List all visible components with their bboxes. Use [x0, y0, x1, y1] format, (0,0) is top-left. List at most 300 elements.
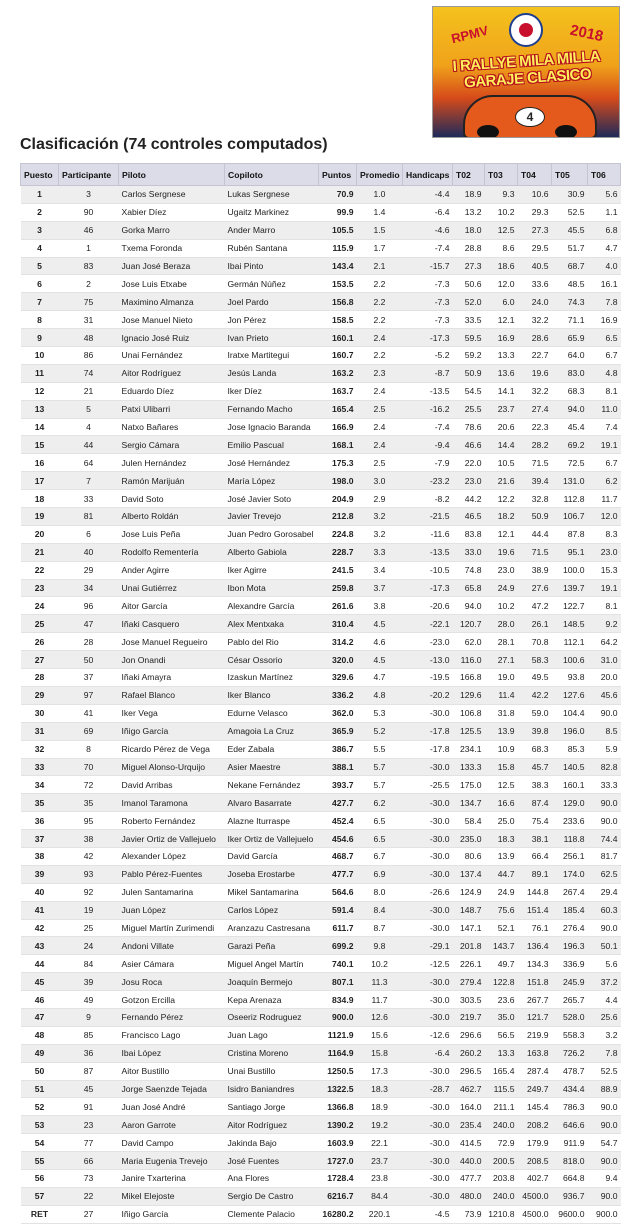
- cell-t04: 70.8: [518, 633, 552, 651]
- cell-t03: 211.1: [485, 1098, 518, 1116]
- cell-puntos: 427.7: [319, 794, 357, 812]
- cell-puesto: 4: [21, 239, 59, 257]
- cell-promedio: 15.8: [357, 1044, 403, 1062]
- cell-t05: 69.2: [552, 436, 588, 454]
- cell-t03: 9.3: [485, 186, 518, 204]
- cell-promedio: 18.3: [357, 1080, 403, 1098]
- col-header-participante[interactable]: Participante: [59, 164, 119, 186]
- cell-copiloto: Garazi Peña: [225, 937, 319, 955]
- wheel-icon: [477, 125, 499, 138]
- col-header-piloto[interactable]: Piloto: [119, 164, 225, 186]
- cell-participante: 46: [59, 221, 119, 239]
- cell-t05: 104.4: [552, 704, 588, 722]
- cell-promedio: 5.7: [357, 758, 403, 776]
- cell-handicaps: -17.8: [403, 722, 453, 740]
- cell-piloto: Mikel Elejoste: [119, 1187, 225, 1205]
- cell-participante: 34: [59, 579, 119, 597]
- cell-t02: 25.5: [453, 400, 485, 418]
- cell-handicaps: -8.2: [403, 490, 453, 508]
- cell-t05: 83.0: [552, 364, 588, 382]
- cell-copiloto: José Javier Soto: [225, 490, 319, 508]
- cell-t02: 414.5: [453, 1134, 485, 1152]
- cell-participante: 47: [59, 615, 119, 633]
- wheel-icon: [555, 125, 577, 138]
- cell-participante: 25: [59, 919, 119, 937]
- table-row: [21, 973, 621, 991]
- cell-handicaps: -23.0: [403, 633, 453, 651]
- cell-handicaps: -30.0: [403, 812, 453, 830]
- cell-handicaps: -4.5: [403, 1205, 453, 1223]
- cell-copiloto: Aranzazu Castresana: [225, 919, 319, 937]
- cell-t02: 235.0: [453, 830, 485, 848]
- cell-puesto: 13: [21, 400, 59, 418]
- cell-t05: 45.5: [552, 221, 588, 239]
- cell-t02: 462.7: [453, 1080, 485, 1098]
- cell-t06: 62.5: [588, 865, 621, 883]
- cell-promedio: 18.9: [357, 1098, 403, 1116]
- cell-t05: 558.3: [552, 1026, 588, 1044]
- cell-t05: 174.0: [552, 865, 588, 883]
- cell-piloto: Javier Ortiz de Vallejuelo: [119, 830, 225, 848]
- cell-t06: 11.0: [588, 400, 621, 418]
- cell-promedio: 23.8: [357, 1169, 403, 1187]
- cell-puesto: 37: [21, 830, 59, 848]
- cell-t03: 18.2: [485, 508, 518, 526]
- cell-promedio: 2.4: [357, 329, 403, 347]
- cell-t06: 19.1: [588, 436, 621, 454]
- cell-puntos: 6216.7: [319, 1187, 357, 1205]
- cell-t03: 27.1: [485, 651, 518, 669]
- cell-t02: 46.6: [453, 436, 485, 454]
- cell-handicaps: -30.0: [403, 919, 453, 937]
- cell-t05: 726.2: [552, 1044, 588, 1062]
- cell-t04: 87.4: [518, 794, 552, 812]
- cell-participante: 23: [59, 1116, 119, 1134]
- cell-puntos: 160.1: [319, 329, 357, 347]
- cell-t03: 72.9: [485, 1134, 518, 1152]
- logo-rpmv: RPMV: [449, 22, 490, 47]
- cell-t02: 147.1: [453, 919, 485, 937]
- cell-puntos: 1603.9: [319, 1134, 357, 1152]
- cell-t02: 59.5: [453, 329, 485, 347]
- cell-t04: 58.3: [518, 651, 552, 669]
- cell-t05: 72.5: [552, 454, 588, 472]
- cell-copiloto: Emilio Pascual: [225, 436, 319, 454]
- cell-puntos: 900.0: [319, 1008, 357, 1026]
- col-header-handicaps[interactable]: Handicaps: [403, 164, 453, 186]
- cell-puesto: 9: [21, 329, 59, 347]
- table-row: [21, 1062, 621, 1080]
- table-row: [21, 651, 621, 669]
- cell-piloto: Francisco Lago: [119, 1026, 225, 1044]
- cell-puntos: 454.6: [319, 830, 357, 848]
- cell-promedio: 11.3: [357, 973, 403, 991]
- cell-puesto: 43: [21, 937, 59, 955]
- cell-t03: 6.0: [485, 293, 518, 311]
- cell-t02: 58.4: [453, 812, 485, 830]
- cell-handicaps: -29.1: [403, 937, 453, 955]
- cell-handicaps: -13.0: [403, 651, 453, 669]
- cell-t02: 50.6: [453, 275, 485, 293]
- table-row: [21, 347, 621, 365]
- col-header-copiloto[interactable]: Copiloto: [225, 164, 319, 186]
- cell-piloto: Jorge Saenzde Tejada: [119, 1080, 225, 1098]
- cell-handicaps: -16.2: [403, 400, 453, 418]
- cell-copiloto: Alexandre García: [225, 597, 319, 615]
- cell-puntos: 468.7: [319, 847, 357, 865]
- cell-participante: 35: [59, 794, 119, 812]
- cell-piloto: Ignacio José Ruiz: [119, 329, 225, 347]
- cell-t03: 10.2: [485, 597, 518, 615]
- col-header-puntos[interactable]: Puntos: [319, 164, 357, 186]
- cell-handicaps: -17.3: [403, 329, 453, 347]
- cell-promedio: 17.3: [357, 1062, 403, 1080]
- cell-puntos: 477.7: [319, 865, 357, 883]
- cell-participante: 44: [59, 436, 119, 454]
- cell-t02: 279.4: [453, 973, 485, 991]
- cell-t05: 185.4: [552, 901, 588, 919]
- cell-t02: 296.5: [453, 1062, 485, 1080]
- cell-participante: 22: [59, 1187, 119, 1205]
- cell-t06: 4.0: [588, 257, 621, 275]
- cell-copiloto: Joseba Erostarbe: [225, 865, 319, 883]
- cell-piloto: Natxo Bañares: [119, 418, 225, 436]
- cell-promedio: 4.7: [357, 669, 403, 687]
- cell-puntos: 115.9: [319, 239, 357, 257]
- cell-puesto: 35: [21, 794, 59, 812]
- cell-puesto: 24: [21, 597, 59, 615]
- cell-participante: 41: [59, 704, 119, 722]
- cell-t04: 163.8: [518, 1044, 552, 1062]
- cell-copiloto: Izaskun Martínez: [225, 669, 319, 687]
- cell-t03: 165.4: [485, 1062, 518, 1080]
- cell-puntos: 1728.4: [319, 1169, 357, 1187]
- cell-piloto: Iñaki Casquero: [119, 615, 225, 633]
- cell-participante: 8: [59, 740, 119, 758]
- cell-handicaps: -13.5: [403, 543, 453, 561]
- cell-t02: 235.4: [453, 1116, 485, 1134]
- cell-copiloto: Unai Bustillo: [225, 1062, 319, 1080]
- cell-t02: 46.5: [453, 508, 485, 526]
- cell-puntos: 388.1: [319, 758, 357, 776]
- cell-copiloto: Alberto Gabiola: [225, 543, 319, 561]
- cell-copiloto: Ander Marro: [225, 221, 319, 239]
- cell-t06: 7.4: [588, 418, 621, 436]
- cell-t02: 234.1: [453, 740, 485, 758]
- cell-t04: 4500.0: [518, 1187, 552, 1205]
- cell-copiloto: David García: [225, 847, 319, 865]
- cell-t04: 27.4: [518, 400, 552, 418]
- table-row: [21, 186, 621, 204]
- cell-puesto: 21: [21, 543, 59, 561]
- cell-promedio: 2.5: [357, 400, 403, 418]
- cell-t04: 151.8: [518, 973, 552, 991]
- cell-t04: 29.3: [518, 203, 552, 221]
- cell-t05: 68.3: [552, 382, 588, 400]
- cell-puntos: 163.7: [319, 382, 357, 400]
- cell-t02: 133.3: [453, 758, 485, 776]
- cell-t03: 12.1: [485, 311, 518, 329]
- cell-handicaps: -30.0: [403, 1008, 453, 1026]
- cell-piloto: Sergio Cámara: [119, 436, 225, 454]
- cell-promedio: 3.7: [357, 579, 403, 597]
- table-row: [21, 1008, 621, 1026]
- cell-promedio: 1.7: [357, 239, 403, 257]
- cell-copiloto: Cristina Moreno: [225, 1044, 319, 1062]
- cell-t05: 45.4: [552, 418, 588, 436]
- cell-handicaps: -11.6: [403, 525, 453, 543]
- cell-t02: 54.5: [453, 382, 485, 400]
- table-row: [21, 615, 621, 633]
- cell-piloto: Juan José Beraza: [119, 257, 225, 275]
- cell-participante: 72: [59, 776, 119, 794]
- table-row: [21, 597, 621, 615]
- cell-handicaps: -10.5: [403, 561, 453, 579]
- col-header-t02[interactable]: T02: [453, 164, 485, 186]
- cell-t02: 175.0: [453, 776, 485, 794]
- cell-participante: 36: [59, 1044, 119, 1062]
- table-header-row: [21, 164, 621, 186]
- cell-t05: 127.6: [552, 686, 588, 704]
- cell-t05: 129.0: [552, 794, 588, 812]
- cell-t06: 90.0: [588, 794, 621, 812]
- cell-t04: 66.4: [518, 847, 552, 865]
- cell-handicaps: -30.0: [403, 704, 453, 722]
- cell-t06: 8.1: [588, 382, 621, 400]
- cell-t03: 13.3: [485, 347, 518, 365]
- cell-t04: 151.4: [518, 901, 552, 919]
- cell-t03: 8.6: [485, 239, 518, 257]
- cell-t05: 528.0: [552, 1008, 588, 1026]
- cell-t04: 42.2: [518, 686, 552, 704]
- cell-promedio: 5.7: [357, 776, 403, 794]
- cell-promedio: 3.2: [357, 525, 403, 543]
- cell-copiloto: Kepa Arenaza: [225, 991, 319, 1009]
- cell-t05: 148.5: [552, 615, 588, 633]
- cell-t03: 75.6: [485, 901, 518, 919]
- cell-t04: 208.2: [518, 1116, 552, 1134]
- cell-t05: 265.7: [552, 991, 588, 1009]
- col-header-t06[interactable]: T06: [588, 164, 621, 186]
- cell-handicaps: -30.0: [403, 1134, 453, 1152]
- cell-t05: 74.3: [552, 293, 588, 311]
- cell-piloto: Rafael Blanco: [119, 686, 225, 704]
- cell-puesto: RET: [21, 1205, 59, 1223]
- cell-promedio: 3.2: [357, 508, 403, 526]
- cell-piloto: Josu Roca: [119, 973, 225, 991]
- cell-t03: 20.6: [485, 418, 518, 436]
- cell-t06: 8.5: [588, 722, 621, 740]
- cell-copiloto: Iker Díez: [225, 382, 319, 400]
- cell-t04: 28.2: [518, 436, 552, 454]
- cell-puesto: 48: [21, 1026, 59, 1044]
- table-row: [21, 257, 621, 275]
- cell-puesto: 12: [21, 382, 59, 400]
- cell-handicaps: -7.3: [403, 293, 453, 311]
- cell-t03: 10.5: [485, 454, 518, 472]
- cell-copiloto: Iker Blanco: [225, 686, 319, 704]
- cell-handicaps: -30.0: [403, 1098, 453, 1116]
- cell-t06: 16.1: [588, 275, 621, 293]
- table-row: [21, 579, 621, 597]
- cell-t02: 129.6: [453, 686, 485, 704]
- cell-t05: 51.7: [552, 239, 588, 257]
- cell-piloto: Gorka Marro: [119, 221, 225, 239]
- cell-handicaps: -20.2: [403, 686, 453, 704]
- cell-promedio: 2.2: [357, 275, 403, 293]
- cell-t03: 16.6: [485, 794, 518, 812]
- cell-t05: 122.7: [552, 597, 588, 615]
- col-header-puesto[interactable]: Puesto: [21, 164, 59, 186]
- cell-puesto: 56: [21, 1169, 59, 1187]
- col-header-t03[interactable]: T03: [485, 164, 518, 186]
- cell-piloto: Xabier Díez: [119, 203, 225, 221]
- cell-t06: 4.4: [588, 991, 621, 1009]
- cell-promedio: 10.2: [357, 955, 403, 973]
- cell-handicaps: -7.4: [403, 239, 453, 257]
- cell-t05: 112.1: [552, 633, 588, 651]
- cell-t05: 9600.0: [552, 1205, 588, 1223]
- cell-puesto: 19: [21, 508, 59, 526]
- cell-t04: 19.6: [518, 364, 552, 382]
- cell-piloto: Julen Hernández: [119, 454, 225, 472]
- cell-t04: 28.6: [518, 329, 552, 347]
- cell-t06: 31.0: [588, 651, 621, 669]
- cell-t03: 23.0: [485, 561, 518, 579]
- cell-promedio: 5.2: [357, 722, 403, 740]
- cell-piloto: Unai Gutiérrez: [119, 579, 225, 597]
- cell-handicaps: -17.8: [403, 740, 453, 758]
- cell-t02: 22.0: [453, 454, 485, 472]
- cell-puesto: 3: [21, 221, 59, 239]
- cell-t02: 94.0: [453, 597, 485, 615]
- cell-participante: 91: [59, 1098, 119, 1116]
- cell-t05: 233.6: [552, 812, 588, 830]
- cell-t05: 267.4: [552, 883, 588, 901]
- cell-copiloto: Lukas Sergnese: [225, 186, 319, 204]
- table-row: [21, 830, 621, 848]
- cell-puesto: 15: [21, 436, 59, 454]
- table-row: [21, 525, 621, 543]
- cell-participante: 9: [59, 1008, 119, 1026]
- cell-t06: 45.6: [588, 686, 621, 704]
- cell-t03: 23.7: [485, 400, 518, 418]
- cell-t02: 106.8: [453, 704, 485, 722]
- cell-t06: 90.0: [588, 812, 621, 830]
- cell-t05: 196.0: [552, 722, 588, 740]
- cell-t04: 22.3: [518, 418, 552, 436]
- cell-t02: 120.7: [453, 615, 485, 633]
- col-header-t04[interactable]: T04: [518, 164, 552, 186]
- cell-t04: 136.4: [518, 937, 552, 955]
- cell-t04: 71.5: [518, 543, 552, 561]
- logo-rally-name: I RALLYE MILA MILLA GARAJE CLASICO: [452, 47, 601, 92]
- cell-copiloto: Jon Pérez: [225, 311, 319, 329]
- cell-t04: 76.1: [518, 919, 552, 937]
- cell-t04: 134.3: [518, 955, 552, 973]
- cell-piloto: Eduardo Díez: [119, 382, 225, 400]
- cell-t03: 115.5: [485, 1080, 518, 1098]
- cell-t05: 160.1: [552, 776, 588, 794]
- cell-t04: 50.9: [518, 508, 552, 526]
- cell-t02: 201.8: [453, 937, 485, 955]
- cell-t05: 65.9: [552, 329, 588, 347]
- col-header-promedio[interactable]: Promedio: [357, 164, 403, 186]
- cell-t03: 13.9: [485, 847, 518, 865]
- cell-promedio: 1.5: [357, 221, 403, 239]
- cell-handicaps: -6.4: [403, 1044, 453, 1062]
- cell-puesto: 46: [21, 991, 59, 1009]
- cell-t03: 25.0: [485, 812, 518, 830]
- cell-t04: 49.5: [518, 669, 552, 687]
- cell-puntos: 386.7: [319, 740, 357, 758]
- cell-participante: 19: [59, 901, 119, 919]
- cell-copiloto: Pablo del Rio: [225, 633, 319, 651]
- cell-copiloto: Amagoia La Cruz: [225, 722, 319, 740]
- cell-t02: 260.2: [453, 1044, 485, 1062]
- cell-participante: 93: [59, 865, 119, 883]
- cell-t06: 7.8: [588, 293, 621, 311]
- cell-participante: 28: [59, 633, 119, 651]
- cell-participante: 29: [59, 561, 119, 579]
- cell-copiloto: Santiago Jorge: [225, 1098, 319, 1116]
- cell-t06: 29.4: [588, 883, 621, 901]
- table-row: [21, 937, 621, 955]
- cell-t06: 25.6: [588, 1008, 621, 1026]
- cell-copiloto: Aitor Rodríguez: [225, 1116, 319, 1134]
- cell-piloto: David Arribas: [119, 776, 225, 794]
- cell-puesto: 14: [21, 418, 59, 436]
- cell-puntos: 1390.2: [319, 1116, 357, 1134]
- cell-t02: 28.8: [453, 239, 485, 257]
- cell-t02: 33.0: [453, 543, 485, 561]
- cell-copiloto: Sergio De Castro: [225, 1187, 319, 1205]
- cell-puntos: 564.6: [319, 883, 357, 901]
- cell-t05: 71.1: [552, 311, 588, 329]
- cell-puntos: 153.5: [319, 275, 357, 293]
- cell-t03: 203.8: [485, 1169, 518, 1187]
- cell-t05: 336.9: [552, 955, 588, 973]
- cell-copiloto: Iker Ortiz de Vallejuelo: [225, 830, 319, 848]
- cell-puesto: 5: [21, 257, 59, 275]
- table-row: [21, 633, 621, 651]
- table-row: [21, 400, 621, 418]
- cell-t06: 7.8: [588, 1044, 621, 1062]
- cell-t04: 47.2: [518, 597, 552, 615]
- cell-t04: 267.7: [518, 991, 552, 1009]
- cell-handicaps: -30.0: [403, 1187, 453, 1205]
- cell-puesto: 2: [21, 203, 59, 221]
- cell-promedio: 8.7: [357, 919, 403, 937]
- cell-t05: 196.3: [552, 937, 588, 955]
- cell-handicaps: -6.4: [403, 203, 453, 221]
- table-row: [21, 686, 621, 704]
- cell-piloto: Txema Foronda: [119, 239, 225, 257]
- cell-t06: 60.3: [588, 901, 621, 919]
- cell-participante: 21: [59, 382, 119, 400]
- table-row: [21, 436, 621, 454]
- col-header-t05[interactable]: T05: [552, 164, 588, 186]
- cell-copiloto: Fernando Macho: [225, 400, 319, 418]
- cell-t02: 477.7: [453, 1169, 485, 1187]
- cell-t04: 32.2: [518, 382, 552, 400]
- cell-piloto: Asier Cámara: [119, 955, 225, 973]
- cell-copiloto: Iratxe Martitegui: [225, 347, 319, 365]
- cell-puntos: 314.2: [319, 633, 357, 651]
- classification-table: [20, 163, 621, 1224]
- cell-promedio: 2.2: [357, 293, 403, 311]
- cell-t02: 125.5: [453, 722, 485, 740]
